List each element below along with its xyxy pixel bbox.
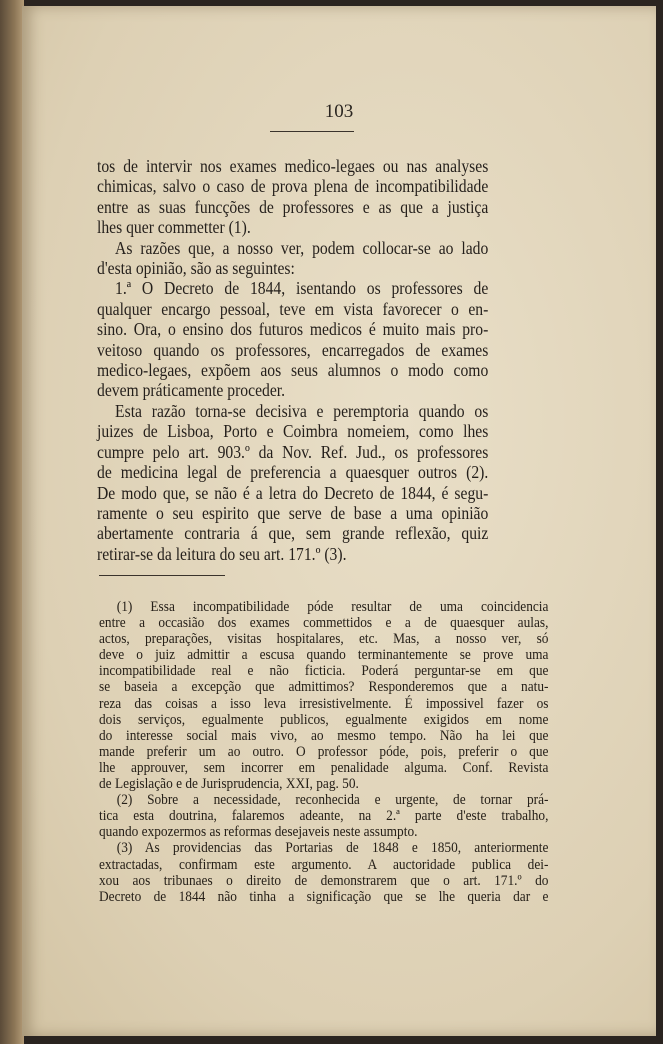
text-line: qualquer encargo pessoal, teve em vista favorecer o en- (97, 298, 489, 319)
text-line: medico-legaes, expõem aos seus alumnos o modo como (97, 360, 489, 381)
footnote-line: deve o juiz admittir a escusa quando terminantemente se prove uma (99, 647, 549, 664)
text-line: de medicina legal de preferencia a quaesquer outros (2). (97, 462, 489, 483)
footnote-rule (99, 575, 225, 576)
text-line: De modo que, se não é a letra do Decreto de 1844, é segu- (97, 482, 489, 503)
footnote-line: tica esta doutrina, falaremos adeante, na 2.ª parte d'este trabalho, (99, 808, 549, 825)
text-line: d'esta opinião, são as seguintes: (97, 258, 295, 279)
footnote-line: (2) Sobre a necessidade, reconhecida e urgente, de tornar prá- (116, 792, 549, 809)
text-line: juizes de Lisboa, Porto e Coimbra nomeiem, como lhes (97, 421, 489, 442)
footnote-line: reza das coisas a isso leva irresistivelmente. É impossivel fazer os (99, 695, 549, 712)
footnote-line: mande preferir um ao outro. O professor póde, pois, preferir o que (99, 743, 549, 760)
footnote-line: dois serviços, egualmente publicos, egualmente exigidos em nome (99, 711, 549, 728)
book-page (22, 6, 656, 1036)
text-line: tos de intervir nos exames medico-legaes ou nas analyses (97, 156, 489, 176)
text-line: chimicas, salvo o caso de prova plena de incompatibilidade (97, 176, 489, 197)
text-line: devem práticamente proceder. (97, 380, 286, 401)
text-line: sino. Ora, o ensino dos futuros medicos é muito mais pro- (97, 319, 489, 340)
page-number-rule (270, 131, 354, 132)
footnote-line: Decreto de 1844 não tinha a significação que se lhe queria dar e (99, 888, 549, 905)
text-line: retirar-se da leitura do seu art. 171.º (3). (97, 543, 347, 564)
text-line: lhes quer commetter (1). (97, 217, 251, 238)
footnotes (99, 599, 548, 905)
footnote-line: actos, preparações, visitas hospitalares, etc. Mas, a nosso ver, só (99, 631, 549, 648)
text-line: 1.ª O Decreto de 1844, isentando os professores de (115, 278, 489, 299)
text-line: cumpre pelo art. 903.º da Nov. Ref. Jud., os professores (97, 441, 489, 462)
main-text (97, 156, 488, 564)
text-line: As razões que, a nosso ver, podem collocar-se ao lado (115, 237, 489, 258)
footnote-line: lhe approuver, sem incorrer em penalidade alguma. Conf. Revista (99, 759, 549, 776)
footnote-line: de Legislação e de Jurisprudencia, XXI, pag. 50. (99, 776, 359, 793)
footnote-line: se baseia a excepção que admittimos? Responderemos que a natu- (99, 679, 549, 696)
footnote-line: extractadas, confirmam este argumento. A auctoridade publica dei- (99, 856, 549, 873)
text-line: entre as suas funcções de professores e as que a justiça (97, 196, 489, 217)
text-line: Esta razão torna-se decisiva e peremptoria quando os (115, 400, 489, 421)
text-line: ramente o seu espirito que serve de base a uma opinião (97, 502, 489, 523)
book-spine (0, 0, 24, 1044)
page-number: 103 (324, 101, 354, 122)
text-line: abertamente contraria á que, sem grande reflexão, quiz (97, 523, 489, 544)
footnote-line: incompatibilidade real e não ficticia. Poderá perguntar-se em que (99, 663, 549, 680)
footnote-line: do interesse social mais vivo, ao mesmo tempo. Não ha lei que (99, 727, 549, 744)
footnote-line: entre a occasião dos exames commettidos e a de quaesquer aulas, (99, 615, 549, 632)
footnote-line: quando expozermos as reformas desejaveis neste assumpto. (99, 824, 418, 841)
text-line: veitoso quando os professores, encarregados de exames (97, 339, 489, 360)
footnote-line: (1) Essa incompatibilidade póde resultar de uma coincidencia (116, 599, 549, 615)
footnote-line: (3) As providencias das Portarias de 1848 e 1850, anteriormente (116, 840, 549, 857)
footnote-line: xou aos tribunaes o direito de demonstrarem que o art. 171.º do (99, 872, 549, 889)
